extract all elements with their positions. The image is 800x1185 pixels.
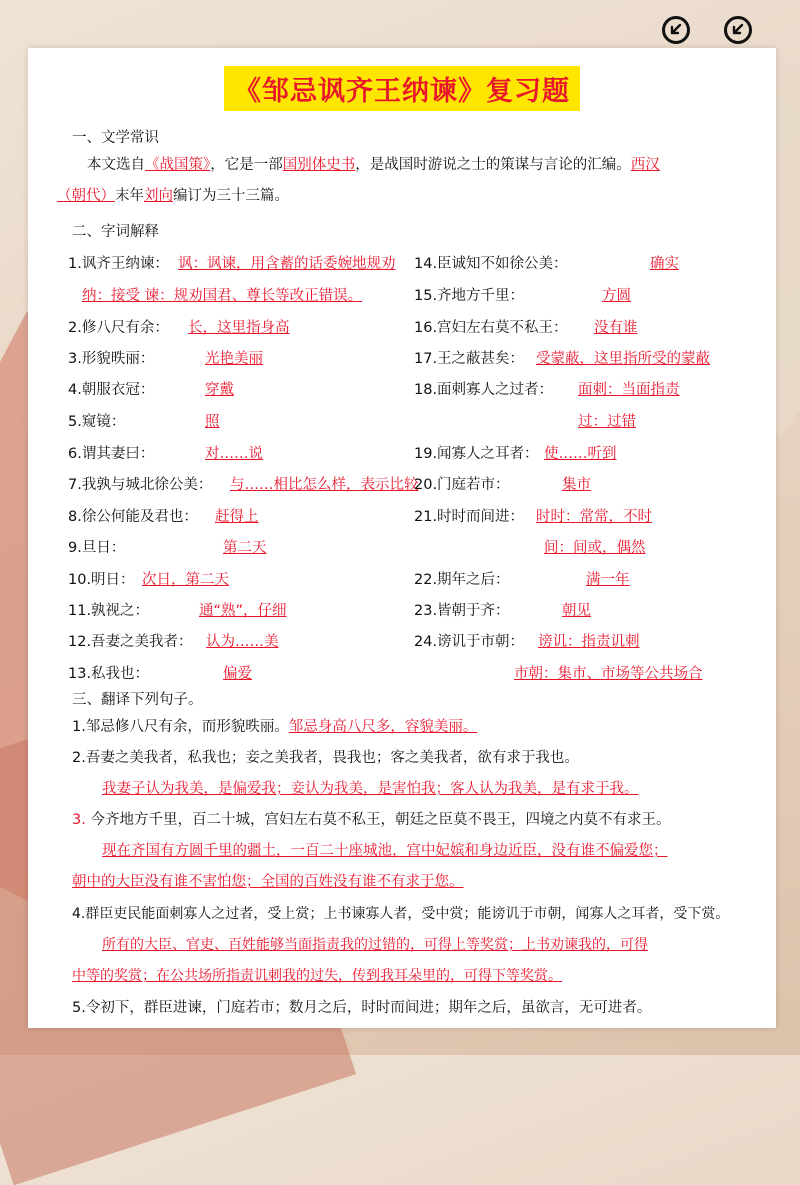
vocab-item (414, 347, 710, 368)
translation-item (72, 712, 744, 743)
answer: 《战国策》 (145, 157, 211, 173)
vocab-item (414, 568, 630, 589)
question: 15.齐地方千里： (414, 288, 525, 304)
question: 4.朝服衣冠： (68, 382, 155, 398)
text: ，它是一部 (210, 157, 283, 173)
vocab-item (414, 599, 591, 620)
answer: 方圆 (602, 288, 631, 304)
answer: 第二天 (223, 540, 267, 556)
question: 11.孰视之： (68, 603, 150, 619)
answer: 集市 (562, 477, 591, 493)
question: 今齐地方千里，百二十城，宫妇左右莫不私王，朝廷之臣莫不畏王，四境之内莫不有求王。 (90, 812, 671, 828)
answer: 认为……美 (206, 634, 279, 650)
question: 18.面刺寡人之过者： (414, 382, 554, 398)
text: 编订为三十三篇。 (173, 188, 289, 204)
answer: 市朝：集市、市场等公共场合 (514, 666, 703, 682)
question: 22.期年之后： (414, 572, 510, 588)
answer: 对……说 (205, 446, 263, 462)
answer: 使……听到 (544, 446, 617, 462)
answer: 次日，第二天 (142, 572, 229, 588)
answer: 谤讥：指责讥刺 (538, 634, 640, 650)
translation-item (72, 899, 744, 992)
vocab-item (68, 442, 263, 463)
answer: 满一年 (586, 572, 630, 588)
vocab-item (68, 568, 229, 589)
vocab-item (68, 316, 290, 337)
question: 14.臣诚知不如徐公美： (414, 256, 568, 272)
question: 23.皆朝于齐： (414, 603, 510, 619)
vocab-item (414, 505, 652, 526)
question: 10.明日： (68, 572, 135, 588)
vocab-item (414, 630, 640, 651)
vocab-item (68, 599, 287, 620)
text: ，是战国时游说之士的策谋与言论的汇编。 (355, 157, 631, 173)
question: 6.谓其妻曰： (68, 446, 155, 462)
answer: 纳：接受 谏：规劝国君、尊长等改正错误。 (82, 288, 363, 304)
answer: 我妻子认为我美，是偏爱我；妾认为我美，是害怕我；客人认为我美，是有求于我。 (102, 781, 639, 797)
answer: 所有的大臣、官吏、百姓能够当面指责我的过错的，可得上等奖赏；上书劝谏我的，可得 (102, 937, 648, 953)
question: 17.王之蔽甚矣： (414, 351, 525, 367)
question: 24.谤讥于市朝： (414, 634, 525, 650)
vocab-item (68, 536, 267, 557)
question: 1.讽齐王纳谏： (68, 256, 169, 272)
answer: 光艳美丽 (205, 351, 263, 367)
answer: 赶得上 (215, 509, 259, 525)
vocab-item (68, 378, 234, 399)
vocab-item (68, 473, 419, 494)
answer: 刘向 (144, 188, 173, 204)
answer: 照 (205, 414, 220, 430)
answer: 与……相比怎么样，表示比较 (230, 477, 419, 493)
answer: 现在齐国有方圆千里的疆土，一百二十座城池，宫中妃嫔和身边近臣，没有谁不偏爱您； (102, 843, 668, 859)
answer: 国别体史书 (282, 157, 356, 173)
question: 12.吾妻之美我者： (68, 634, 193, 650)
question: 21.时时而间进： (414, 509, 525, 525)
question: 9.旦日： (68, 540, 126, 556)
question: 5.令初下，群臣进谏，门庭若市；数月之后，时时而间进；期年之后，虽欲言，无可进者。 (72, 1000, 652, 1016)
answer: 长，这里指身高 (188, 320, 290, 336)
question: 19.闻寡人之耳者： (414, 446, 539, 462)
vocab-item (68, 252, 396, 273)
literary-knowledge-paragraph (57, 150, 742, 212)
answer: 朝中的大臣没有谁不害怕您；全国的百姓没有谁不有求于您。 (72, 874, 464, 890)
section-heading: 三、翻译下列句子。 (72, 692, 203, 708)
answer: 间：间或，偶然 (544, 540, 646, 556)
text: 末年 (115, 188, 144, 204)
vocab-item (68, 347, 263, 368)
answer: 时时：常常，不时 (536, 509, 652, 525)
section-heading: 二、字词解释 (72, 224, 159, 240)
answer: 确实 (650, 256, 679, 272)
answer: 中等的奖赏；在公共场所指责讥刺我的过失，传到我耳朵里的，可得下等奖赏。 (72, 968, 562, 984)
question: 4.群臣吏民能面刺寡人之过者，受上赏；上书谏寡人者，受中赏；能谤讥于市朝，闻寡人之耳者，受下赏。 (72, 906, 730, 922)
question: 16.宫妇左右莫不私王： (414, 320, 568, 336)
question: 7.我孰与城北徐公美： (68, 477, 213, 493)
translation-item (72, 993, 744, 1024)
vocab-item (68, 630, 279, 651)
answer: 没有谁 (594, 320, 638, 336)
vocab-item (414, 378, 680, 399)
translation-item (72, 743, 744, 805)
answer: 穿戴 (205, 382, 234, 398)
question: 3.形貌昳丽： (68, 351, 155, 367)
vocab-item (414, 284, 631, 305)
vocab-item (414, 316, 638, 337)
answer: （朝代） (57, 188, 115, 204)
download-arrow-icon[interactable] (724, 16, 752, 44)
page-title: 《邹忌讽齐王纳谏》复习题 (224, 66, 580, 111)
section-heading: 一、文学常识 (72, 130, 159, 146)
answer: 受蒙蔽，这里指所受的蒙蔽 (536, 351, 710, 367)
question: 20.门庭若市： (414, 477, 510, 493)
translation-item (72, 805, 744, 898)
answer: 过：过错 (578, 414, 636, 430)
question: 2.吾妻之美我者，私我也；妾之美我者，畏我也；客之美我者，欲有求于我也。 (72, 750, 579, 766)
answer: 邹忌身高八尺多，容貌美丽。 (288, 719, 478, 735)
text: 本文选自 (87, 157, 145, 173)
answer: 朝见 (562, 603, 591, 619)
answer: 面刺：当面指责 (578, 382, 680, 398)
vocab-item (414, 473, 591, 494)
vocab-item (68, 505, 259, 526)
vocab-item (68, 662, 252, 683)
question-number: 3. (72, 812, 86, 828)
vocab-item (68, 410, 220, 431)
question: 8.徐公何能及君也： (68, 509, 198, 525)
download-arrow-icon[interactable] (662, 16, 690, 44)
question: 5.窥镜： (68, 414, 126, 430)
answer: 偏爱 (223, 666, 252, 682)
answer: 通“熟”，仔细 (199, 603, 287, 619)
worksheet-page (28, 48, 776, 1028)
answer: 讽：讽谏，用含蓄的话委婉地规劝 (178, 256, 396, 272)
question: 2.修八尺有余： (68, 320, 169, 336)
vocab-item (414, 252, 679, 273)
answer: 西汉 (630, 157, 660, 173)
question: 13.私我也： (68, 666, 150, 682)
question: 1.邹忌修八尺有余，而形貌昳丽。 (72, 719, 289, 735)
vocab-item (414, 442, 617, 463)
